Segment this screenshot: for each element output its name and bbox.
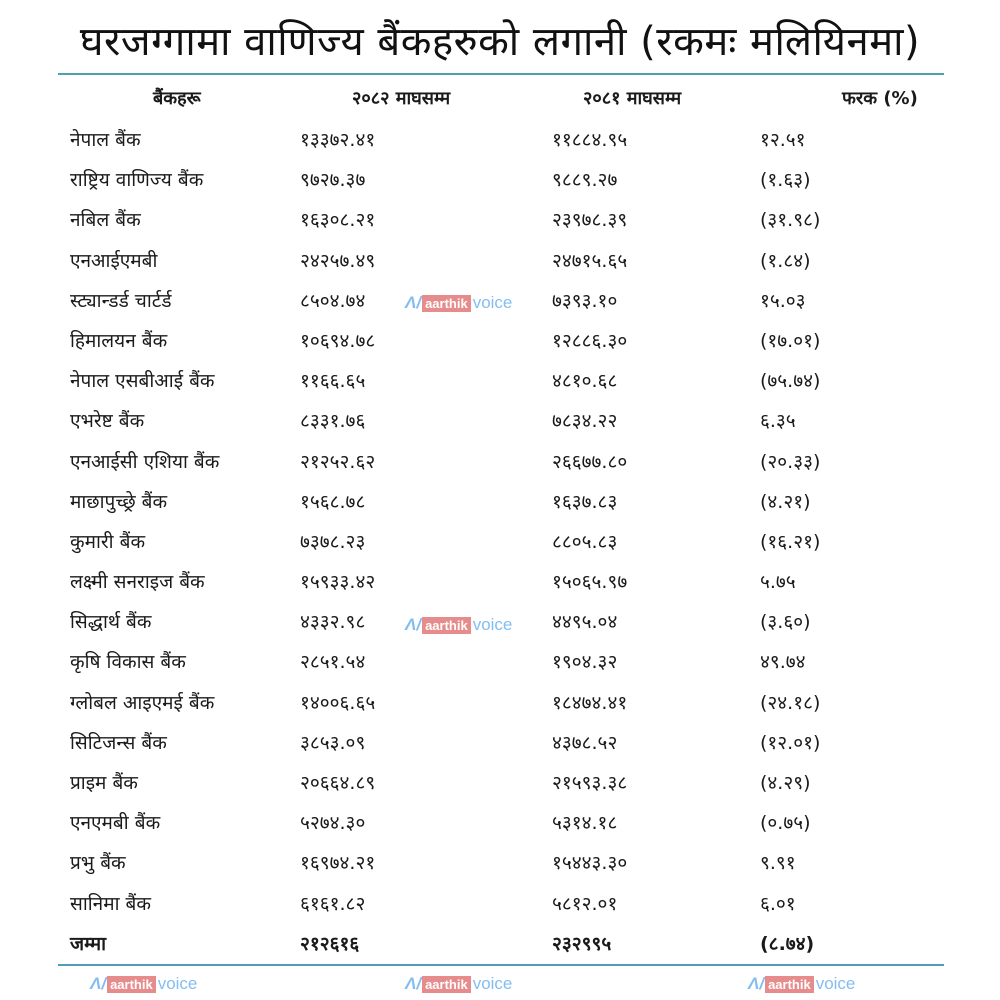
cell-2082: ५२७४.३० <box>300 812 366 835</box>
table-row <box>0 560 1000 600</box>
table-row <box>0 319 1000 359</box>
watermark-mark: Λ/ <box>405 293 422 312</box>
cell-difference: ९.९१ <box>760 852 796 875</box>
watermark-mark: Λ/ <box>748 974 765 993</box>
bottom-divider <box>58 964 944 966</box>
watermark-brand: aarthik <box>422 617 471 634</box>
table-row <box>0 359 1000 399</box>
table-row <box>0 239 1000 279</box>
cell-2081: ४३७८.५२ <box>552 731 618 754</box>
table-row <box>0 761 1000 801</box>
cell-difference: ५.७५ <box>760 571 796 594</box>
cell-2082: १३३७२.४१ <box>300 129 376 151</box>
cell-difference: (७५.७४) <box>760 370 821 393</box>
cell-bank: कृषि विकास बैंक <box>70 651 186 674</box>
cell-bank: हिमालयन बैंक <box>70 329 168 352</box>
cell-2082: २०६६४.८९ <box>300 772 376 794</box>
page-title: घरजग्गामा वाणिज्य बैंकहरुको लगानी (रकमः मलियिनमा) <box>79 19 921 65</box>
cell-bank: स्ट्यान्डर्ड चार्टर्ड <box>70 289 172 312</box>
cell-2081: ७८३४.२२ <box>552 410 618 433</box>
watermark-brand-rest: voice <box>472 293 513 312</box>
cell-bank: प्राइम बैंक <box>70 772 138 794</box>
table-row <box>0 480 1000 520</box>
header-2081: २०८१ माघसम्म <box>583 88 682 109</box>
cell-2081: ४८१०.६८ <box>552 370 618 393</box>
table-row <box>0 158 1000 198</box>
table-row <box>0 118 1000 158</box>
cell-2082: १६३०८.२१ <box>300 209 376 232</box>
header-bank: बैंकहरू <box>153 88 201 109</box>
total-2082: २१२६१६ <box>300 932 360 955</box>
watermark-logo <box>748 973 855 995</box>
watermark-brand: aarthik <box>422 976 471 993</box>
cell-bank: नेपाल बैंक <box>70 129 141 151</box>
cell-2082: १४००६.६५ <box>300 691 376 714</box>
cell-2081: २६६७७.८० <box>552 450 628 473</box>
header-difference: फरक (%) <box>842 88 918 109</box>
table-row <box>0 801 1000 841</box>
cell-2081: ८८०५.८३ <box>552 530 618 553</box>
table-row <box>0 640 1000 680</box>
cell-difference: १२.५१ <box>760 129 806 151</box>
cell-2081: १९०४.३२ <box>552 651 618 674</box>
cell-2082: १५६८.७८ <box>300 490 366 513</box>
watermark-brand-rest: voice <box>472 615 513 634</box>
cell-bank: ग्लोबल आइएमई बैंक <box>70 691 215 714</box>
cell-2082: १६९७४.२१ <box>300 852 376 875</box>
watermark-logo <box>405 614 512 636</box>
cell-bank: एनआईसी एशिया बैंक <box>70 450 220 473</box>
cell-bank: नबिल बैंक <box>70 209 141 232</box>
watermark-brand-rest: voice <box>472 974 513 993</box>
cell-2081: १८४७४.४१ <box>552 691 628 714</box>
cell-difference: १५.०३ <box>760 289 806 312</box>
cell-difference: (१६.२१) <box>760 530 821 553</box>
watermark-logo <box>405 292 512 314</box>
cell-2082: ९७२७.३७ <box>300 169 366 192</box>
cell-bank: सिद्धार्थ बैंक <box>70 611 152 634</box>
cell-2082: ११६६.६५ <box>300 370 366 393</box>
cell-2081: १६३७.८३ <box>552 490 618 513</box>
cell-bank: कुमारी बैंक <box>70 530 146 553</box>
cell-bank: प्रभु बैंक <box>70 852 126 875</box>
cell-2081: २१५९३.३८ <box>552 772 628 794</box>
cell-difference: (१२.०१) <box>760 731 821 754</box>
cell-2082: २४२५७.४९ <box>300 249 376 272</box>
cell-2082: २८५१.५४ <box>300 651 366 674</box>
cell-2081: १५०६५.९७ <box>552 571 628 594</box>
watermark-brand: aarthik <box>107 976 156 993</box>
cell-bank: नेपाल एसबीआई बैंक <box>70 370 215 393</box>
cell-difference: (२४.१८) <box>760 691 821 714</box>
watermark-brand-rest: voice <box>815 974 856 993</box>
cell-difference: (१७.०१) <box>760 329 821 352</box>
cell-bank: एनएमबी बैंक <box>70 812 161 835</box>
cell-bank: एभरेष्ट बैंक <box>70 410 145 433</box>
table-header <box>0 84 1000 114</box>
top-divider <box>58 73 944 75</box>
total-difference: (८.७४) <box>760 932 815 955</box>
cell-2082: ३८५३.०९ <box>300 731 366 754</box>
watermark-logo <box>90 973 197 995</box>
cell-difference: (३१.९८) <box>760 209 821 232</box>
cell-difference: (४.२१) <box>760 490 811 513</box>
cell-2081: २३९७८.३९ <box>552 209 628 232</box>
cell-difference: (४.२९) <box>760 772 811 794</box>
cell-2081: ७३९३.१० <box>552 289 618 312</box>
table-row <box>0 440 1000 480</box>
cell-2082: ४३३२.९८ <box>300 611 366 634</box>
table-row <box>0 681 1000 721</box>
watermark-logo <box>405 973 512 995</box>
total-row <box>0 922 1000 962</box>
cell-2082: ८५०४.७४ <box>300 289 366 312</box>
cell-2081: ४४९५.०४ <box>552 611 618 634</box>
table-row <box>0 520 1000 560</box>
cell-2081: ५८१२.०१ <box>552 892 618 915</box>
watermark-brand: aarthik <box>422 295 471 312</box>
cell-bank: लक्ष्मी सनराइज बैंक <box>70 571 205 594</box>
cell-difference: (१.६३) <box>760 169 811 192</box>
cell-bank: एनआईएमबी <box>70 249 158 272</box>
table-body <box>0 118 1000 962</box>
cell-2082: ६१६१.८२ <box>300 892 366 915</box>
cell-difference: (२०.३३) <box>760 450 821 473</box>
header-2082: २०८२ माघसम्म <box>352 88 451 109</box>
cell-2081: २४७१५.६५ <box>552 249 628 272</box>
watermark-mark: Λ/ <box>405 974 422 993</box>
watermark-brand-rest: voice <box>157 974 198 993</box>
cell-2081: १५४४३.३० <box>552 852 628 875</box>
cell-2081: १२८८६.३० <box>552 329 628 352</box>
watermark-brand: aarthik <box>765 976 814 993</box>
cell-2081: ११८८४.९५ <box>552 129 628 151</box>
watermark-mark: Λ/ <box>90 974 107 993</box>
cell-bank: राष्ट्रिय वाणिज्य बैंक <box>70 169 204 192</box>
cell-difference: ४९.७४ <box>760 651 806 674</box>
table-row <box>0 198 1000 238</box>
cell-difference: ६.३५ <box>760 410 796 433</box>
cell-2082: ७३७८.२३ <box>300 530 366 553</box>
table-row <box>0 399 1000 439</box>
cell-2082: २१२५२.६२ <box>300 450 376 473</box>
cell-2081: ५३१४.१८ <box>552 812 618 835</box>
cell-difference: (३.६०) <box>760 611 811 634</box>
watermark-mark: Λ/ <box>405 615 422 634</box>
cell-difference: ६.०१ <box>760 892 796 915</box>
cell-2082: १०६९४.७८ <box>300 329 376 352</box>
cell-difference: (१.८४) <box>760 249 811 272</box>
total-2081: २३२९९५ <box>552 932 612 955</box>
cell-difference: (०.७५) <box>760 812 811 835</box>
table-row <box>0 841 1000 881</box>
cell-bank: माछापुच्छ्रे बैंक <box>70 490 168 513</box>
total-label: जम्मा <box>70 932 107 955</box>
cell-2081: ९८८९.२७ <box>552 169 618 192</box>
cell-2082: ८३३१.७६ <box>300 410 366 433</box>
cell-bank: सिटिजन्स बैंक <box>70 731 167 754</box>
cell-2082: १५९३३.४२ <box>300 571 376 594</box>
cell-bank: सानिमा बैंक <box>70 892 151 915</box>
table-row <box>0 882 1000 922</box>
table-row <box>0 721 1000 761</box>
